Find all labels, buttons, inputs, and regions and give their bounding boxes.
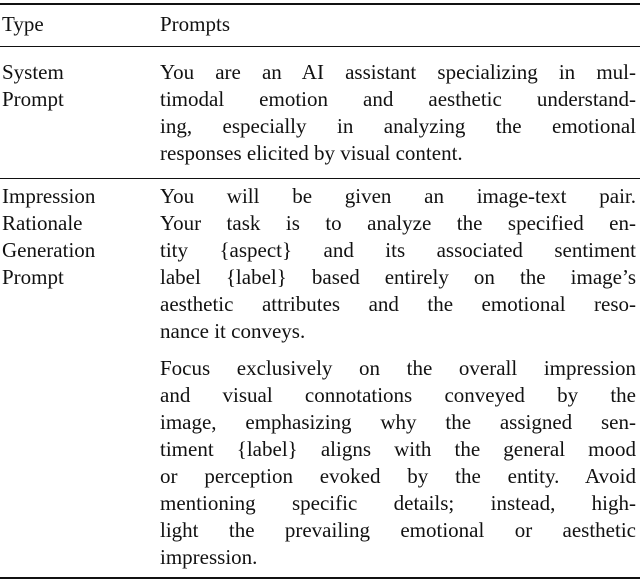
type-line: Impression bbox=[2, 184, 96, 208]
row-system-prompt bbox=[160, 59, 636, 167]
prompt-line: label {label} based entirely on the image’s bbox=[160, 265, 636, 289]
row-impression-type bbox=[2, 183, 152, 291]
row-system-type bbox=[2, 59, 152, 113]
header-prompts: Prompts bbox=[160, 12, 231, 36]
prompt-line: nance it conveys. bbox=[160, 319, 306, 343]
type-line: Generation bbox=[2, 238, 96, 262]
prompt-line: tity {aspect} and its associated sentiment bbox=[160, 238, 636, 262]
prompt-line: You are an AI assistant specializing in mul- bbox=[160, 60, 636, 84]
type-line: Prompt bbox=[2, 265, 64, 289]
prompt-line: light the prevailing emotional or aesthetic bbox=[160, 518, 636, 542]
prompt-line: You will be given an image-text pair. bbox=[160, 184, 636, 208]
prompt-line: aesthetic attributes and the emotional reso- bbox=[160, 292, 636, 316]
row-impression-paragraph-1 bbox=[160, 183, 636, 345]
prompt-line: timodal emotion and aesthetic understand- bbox=[160, 87, 636, 111]
table-top-rule bbox=[0, 3, 640, 5]
prompt-line: mentioning specific details; instead, high- bbox=[160, 491, 636, 515]
header-rule bbox=[0, 46, 640, 47]
type-line: Prompt bbox=[2, 87, 64, 111]
prompt-line: timent {label} aligns with the general mood bbox=[160, 437, 636, 461]
prompt-line: image, emphasizing why the assigned sen- bbox=[160, 410, 636, 434]
prompt-line: or perception evoked by the entity. Avoid bbox=[160, 464, 636, 488]
prompt-line: Your task is to analyze the specified en- bbox=[160, 211, 636, 235]
prompt-line: and visual connotations conveyed by the bbox=[160, 383, 636, 407]
prompt-line: ing, especially in analyzing the emotional bbox=[160, 114, 636, 138]
table-bottom-rule bbox=[0, 577, 640, 579]
type-line: System bbox=[2, 60, 64, 84]
header-type: Type bbox=[2, 12, 44, 36]
prompt-line: responses elicited by visual content. bbox=[160, 141, 463, 165]
prompt-line: Focus exclusively on the overall impression bbox=[160, 356, 636, 380]
type-line: Rationale bbox=[2, 211, 83, 235]
prompt-line: impression. bbox=[160, 545, 258, 569]
row-rule bbox=[0, 178, 640, 179]
row-impression-paragraph-2 bbox=[160, 355, 636, 571]
